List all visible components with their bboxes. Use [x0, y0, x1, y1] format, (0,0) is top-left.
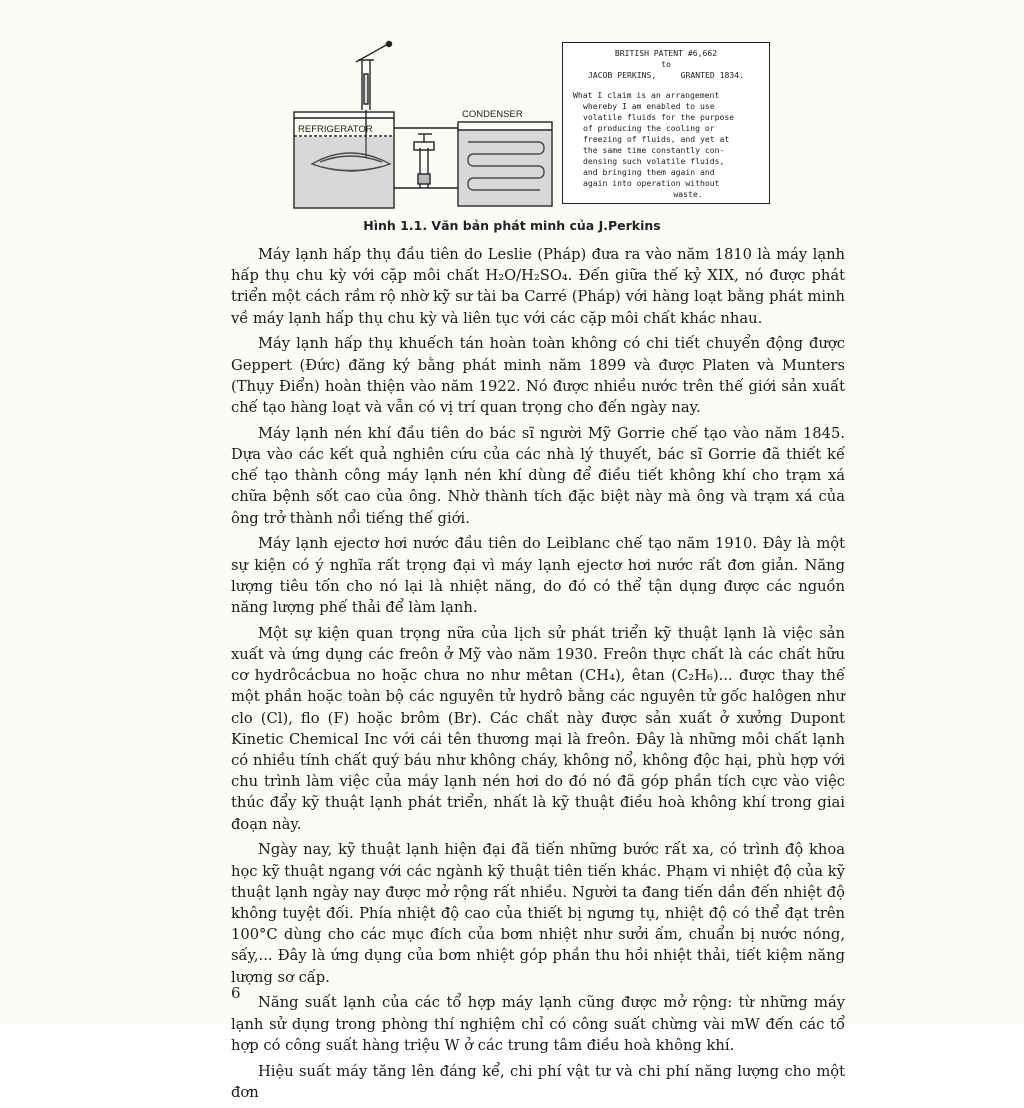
paragraph: Một sự kiện quan trọng nữa của lịch sử phát triển kỹ thuật lạnh là việc sản xuất và ứng dụng các freôn ở Mỹ vào năm 1930. Freôn thực chất là các chất hữu cơ hydrôcácbua no hoặc chưa no như mêtan (CH₄), êtan (C₂H₆)... được thay thế một phần hoặc toàn bộ các nguyên tử hydrô bằng các nguyên tử gốc halôgen như clo (Cl), flo (F) hoặc brôm (Br). Các chất này được sản xuất ở xưởng Dupont Kinetic Chemical Inc với cái tên thương mại là freôn. Đây là những môi chất lạnh có nhiều tính chất quý báu như không cháy, không nổ, không độc hại, phù hợp với chu trình làm việc của máy lạnh nén hơi do đó nó đã góp phần tích cực vào việc thúc đẩy kỹ thuật lạnh phát triển, nhất là kỹ thuật điều hoà không khí trong giai đoạn này. [231, 624, 845, 833]
patent-claim-line: the same time constantly con- [583, 145, 725, 155]
paragraph: Máy lạnh nén khí đầu tiên do bác sĩ người Mỹ Gorrie chế tạo vào năm 1845. Dựa vào các kết quả nghiên cứu của các nhà lý thuyết, bác sĩ Gorrie đã thiết kế chế tạo thành công máy lạnh nén khí dùng để điều tiết không khí cho trạm xá chữa bệnh sốt cao của ông. Nhờ thành tích đặc biệt này mà ông và trạm xá của ông trở thành nổi tiếng thế giới. [231, 424, 845, 527]
condenser-label: CONDENSER [462, 109, 523, 120]
patent-claim-line: volatile fluids for the purpose [583, 112, 735, 122]
refrigerator-label: REFRIGERATOR [298, 124, 373, 135]
patent-claim-line: of producing the cooling or [583, 123, 715, 133]
patent-claim-line: densing such volatile fluids, [583, 156, 725, 166]
body-text [231, 244, 845, 1108]
perkins-apparatus-drawing [290, 38, 555, 210]
patent-claim-line: whereby I am enabled to use [583, 101, 715, 111]
patent-claim-line: What I claim is an arrangement [573, 90, 720, 100]
patent-claim-line: and bringing them again and [583, 167, 715, 177]
patent-claim-line: freezing of fluids, and yet at [583, 134, 730, 144]
paragraph: Ngày nay, kỹ thuật lạnh hiện đại đã tiến những bước rất xa, có trình độ khoa học kỹ thuật ngang với các ngành kỹ thuật tiên tiến khác. Phạm vi nhiệt độ của kỹ thuật lạnh ngày nay được mở rộng rất nhiều. Người ta đang tiến dần đến nhiệt độ không tuyệt đối. Phía nhiệt độ cao của thiết bị ngưng tụ, nhiệt độ có thể đạt trên 100°C dùng cho các mục đích của bơm nhiệt như sưởi ấm, chuẩn bị nước nóng, sấy,... Đây là ứng dụng của bơm nhiệt góp phần thu hồi nhiệt thải, tiết kiệm năng lượng sơ cấp. [231, 841, 845, 986]
patent-claim [569, 90, 763, 200]
patent-grantee: JACOB PERKINS, GRANTED 1834. [588, 70, 744, 80]
page-number: 6 [231, 984, 241, 1002]
figure-caption: Hình 1.1. Văn bản phát minh của J.Perkins [363, 218, 661, 233]
paragraph: Hiệu suất máy tăng lên đáng kể, chi phí vật tư và chi phí năng lượng cho một đơn [231, 1062, 845, 1101]
patent-claim-line: waste. [673, 189, 703, 199]
patent-to: to [661, 59, 671, 69]
patent-number: BRITISH PATENT #6,662 [614, 48, 718, 58]
paragraph: Máy lạnh ejectơ hơi nước đầu tiên do Leiblanc chế tạo năm 1910. Đây là một sự kiện có ý nghĩa rất trọng đại vì máy lạnh ejectơ hơi nước rất đơn giản. Năng lượng tiêu tốn cho nó lại là nhiệt năng, do đó có thể tận dụng được các nguồn năng lượng phế thải để làm lạnh. [231, 535, 845, 617]
figure [290, 38, 790, 210]
paragraph: Năng suất lạnh của các tổ hợp máy lạnh cũng được mở rộng: từ những máy lạnh sử dụng trong phòng thí nghiệm chỉ có công suất chừng vài mW đến các tổ hợp có công suất hàng triệu W ở các trung tâm điều hoà không khí. [231, 994, 845, 1054]
paragraph: Máy lạnh hấp thụ đầu tiên do Leslie (Pháp) đưa ra vào năm 1810 là máy lạnh hấp thụ chu kỳ với cặp môi chất H₂O/H₂SO₄. Đến giữa thế kỷ XIX, nó được phát triển một cách rầm rộ nhờ kỹ sư tài ba Carré (Pháp) với hàng loạt bằng phát minh về máy lạnh hấp thụ chu kỳ và liên tục với các cặp môi chất khác nhau. [231, 246, 845, 327]
patent-claim-line: again into operation without [583, 178, 720, 188]
patent-text-box [562, 42, 770, 204]
paragraph: Máy lạnh hấp thụ khuếch tán hoàn toàn không có chi tiết chuyển động được Geppert (Đức) đăng ký bằng phát minh năm 1899 và được Platen và Munters (Thụy Điển) hoàn thiện vào năm 1922. Nó được nhiều nước trên thế giới sản xuất chế tạo hàng loạt và vẫn có vị trí quan trọng cho đến ngày nay. [231, 335, 845, 417]
